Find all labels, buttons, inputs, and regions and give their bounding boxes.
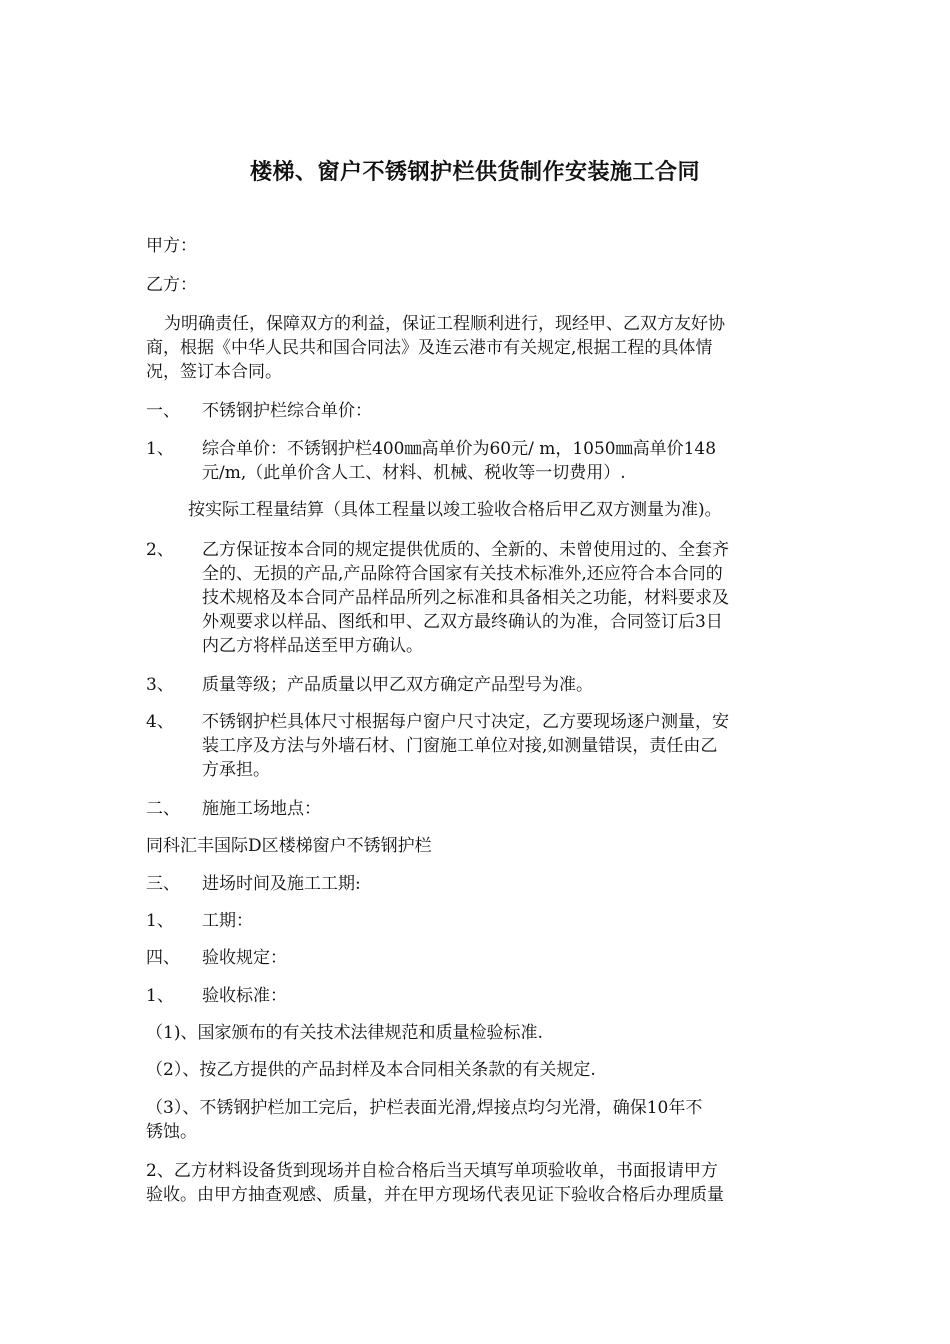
item-2-line-1: 乙方保证按本合同的规定提供优质的、全新的、未曾使用过的、全套齐	[202, 540, 729, 560]
item-2-line-4: 外观要求以样品、图纸和甲、乙双方最终确认的为准，合同签订后3日	[202, 612, 723, 632]
section-4-number: 四、	[146, 948, 180, 968]
section-3-number: 三、	[146, 874, 180, 894]
standard-1: （1)、国家颁布的有关技术法律规范和质量检验标准.	[146, 1023, 543, 1043]
item-4-line-2: 装工序及方法与外墙石材、门窗施工单位对接,如测量错误，责任由乙	[202, 736, 718, 756]
section-1-number: 一、	[146, 401, 180, 421]
item-4-1-text: 验收标准：	[202, 986, 287, 1006]
contract-title: 楼梯、窗户不锈钢护栏供货制作安装施工合同	[249, 160, 700, 185]
section-4-heading: 验收规定：	[202, 948, 287, 968]
section-2-number: 二、	[146, 799, 180, 819]
item-4-1-number: 1、	[146, 986, 174, 1006]
party-b-label: 乙方：	[146, 275, 197, 295]
item-2-line-2: 全的、无损的产品,产品除符合国家有关技术标准外,还应符合本合同的	[202, 564, 723, 584]
section-1-heading: 不锈钢护栏综合单价：	[202, 401, 372, 421]
item-1-line-2: 元/m,（此单价含人工、材料、机械、税收等一切费用）.	[202, 463, 626, 483]
intro-line-3: 况，签订本合同。	[146, 362, 282, 382]
item-4-number: 4、	[146, 712, 174, 732]
acceptance-2-line-2: 验收。由甲方抽查观感、质量，并在甲方现场代表见证下验收合格后办理质量	[146, 1185, 724, 1205]
item-1-line-1: 综合单价：不锈钢护栏400㎜高单价为60元/ m，1050㎜高单价148	[202, 439, 717, 459]
item-2-line-3: 技术规格及本合同产品样品所列之标准和具备相关之功能，材料要求及	[202, 588, 729, 608]
section-2-heading: 施施工场地点：	[202, 799, 321, 819]
section-3-heading: 进场时间及施工工期:	[202, 874, 361, 894]
site-location: 同科汇丰国际D区楼梯窗户不锈钢护栏	[146, 836, 432, 856]
item-3-number: 3、	[146, 675, 174, 695]
item-2-line-5: 内乙方将样品送至甲方确认。	[202, 636, 423, 656]
item-4-line-3: 方承担。	[202, 760, 270, 780]
standard-3-line-2: 锈蚀。	[146, 1122, 197, 1142]
item-4-line-1: 不锈钢护栏具体尺寸根据每户窗户尺寸决定，乙方要现场逐户测量，安	[202, 712, 729, 732]
intro-line-1: 为明确责任，保障双方的利益，保证工程顺利进行，现经甲、乙双方友好协	[164, 314, 725, 334]
item-3-line-1: 质量等级；产品质量以甲乙双方确定产品型号为准。	[202, 675, 593, 695]
item-3-1-number: 1、	[146, 911, 174, 931]
settlement-note: 按实际工程量结算（具体工程量以竣工验收合格后甲乙双方测量为准)。	[188, 500, 722, 520]
standard-2: （2）、按乙方提供的产品封样及本合同相关条款的有关规定.	[146, 1060, 596, 1080]
standard-3-line-1: （3）、不锈钢护栏加工完后，护栏表面光滑,焊接点均匀光滑，确保10年不	[146, 1098, 703, 1118]
intro-line-2: 商，根据《中华人民共和国合同法》及连云港市有关规定,根据工程的具体情	[146, 338, 713, 358]
party-a-label: 甲方：	[146, 236, 197, 256]
item-2-number: 2、	[146, 540, 174, 560]
item-3-1-text: 工期：	[202, 911, 253, 931]
acceptance-2-line-1: 2、乙方材料设备货到现场并自检合格后当天填写单项验收单，书面报请甲方	[146, 1161, 718, 1181]
item-1-number: 1、	[146, 439, 174, 459]
